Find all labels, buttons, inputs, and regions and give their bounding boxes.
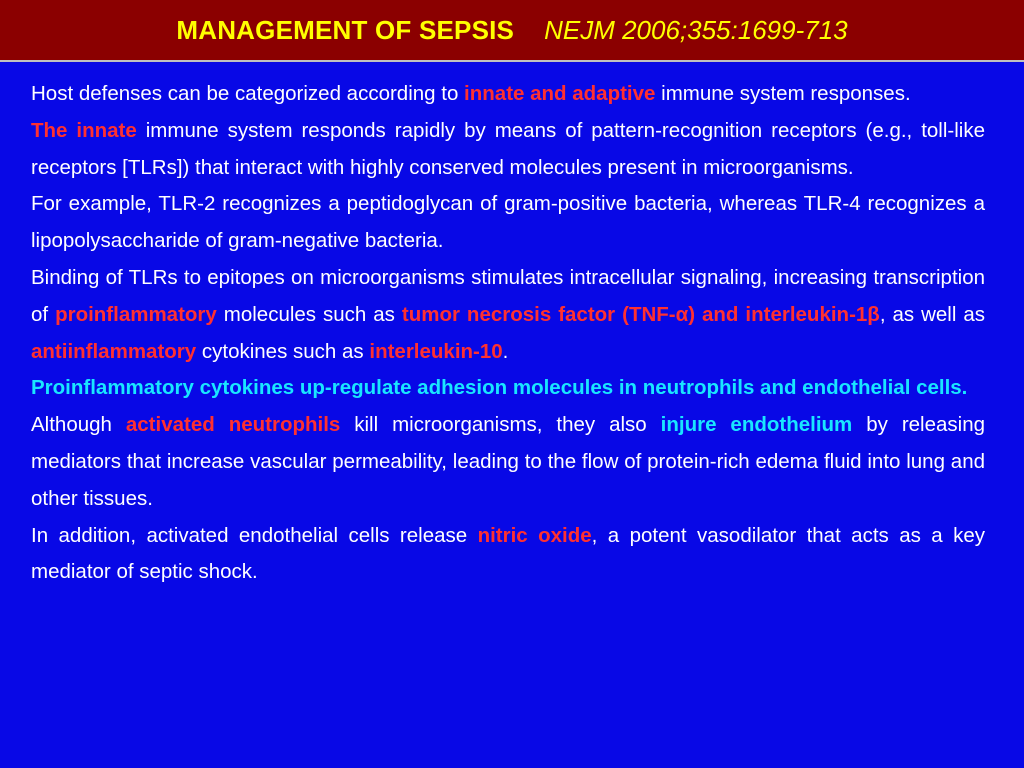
text-span: immune system responses. (655, 82, 911, 105)
highlight-tnf-il1: tumor necrosis factor (TNF-α) and interleukin-1β (401, 302, 880, 326)
highlight-activated-neutrophils: activated neutrophils (125, 413, 341, 437)
text-span: Although (31, 413, 126, 437)
slide-title-bar (0, 0, 1024, 62)
highlight-the-innate: The innate (31, 118, 137, 142)
text-span: , a potent vasodilator that acts as a key mediator of septic shock. (31, 523, 985, 584)
text-span: Binding of TLRs to epitopes on microorganisms stimulates intracellular signaling, increasing transcription of (31, 265, 985, 326)
highlight-antiinflammatory: antiinflammatory (31, 339, 197, 363)
paragraph-cytokines (31, 370, 985, 407)
text-span: Host defenses can be categorized according to (31, 82, 465, 105)
text-span: In addition, activated endothelial cells release (31, 523, 478, 547)
text-span: cytokines such as (196, 339, 370, 363)
paragraph-tlr-example (31, 186, 985, 260)
slide-citation: NEJM 2006;355:1699-713 (544, 14, 848, 45)
highlight-proinflammatory: proinflammatory (55, 302, 217, 326)
paragraph-tlr-binding (31, 260, 985, 370)
text-span: kill microorganisms, they also (340, 413, 661, 437)
text-span: by releasing mediators that increase vascular permeability, leading to the flow of protein-rich edema fluid into lung and other tissues. (31, 413, 986, 510)
highlight-innate-adaptive: innate and adaptive (464, 82, 656, 105)
text-span: molecules such as (216, 302, 402, 326)
slide-title: MANAGEMENT OF SEPSIS (176, 14, 515, 45)
text-span: For example, TLR-2 recognizes a peptidoglycan of gram-positive bacteria, whereas TLR-4 recognizes a lipopolysaccharide of gram-negative bacteria. (31, 192, 985, 253)
highlight-injure-endothelium: injure endothelium (660, 413, 853, 437)
highlight-nitric-oxide: nitric oxide (477, 523, 592, 547)
text-span: immune system responds rapidly by means of pattern-recognition receptors (e.g., toll-like receptors [TLRs]) that interact with highly conserved molecules present in microorganisms. (31, 118, 985, 179)
text-span: . (502, 339, 509, 363)
paragraph-nitric-oxide (31, 518, 985, 592)
paragraph-innate-system (31, 113, 985, 187)
highlight-cytokine-statement: Proinflammatory cytokines up-regulate adhesion molecules in neutrophils and endothelial cells. (31, 376, 968, 400)
paragraph-neutrophils (31, 407, 985, 517)
text-span: , as well as (879, 302, 985, 326)
slide-body (31, 76, 985, 591)
highlight-interleukin-10: interleukin-10 (369, 339, 503, 363)
paragraph-host-defenses (31, 76, 985, 113)
